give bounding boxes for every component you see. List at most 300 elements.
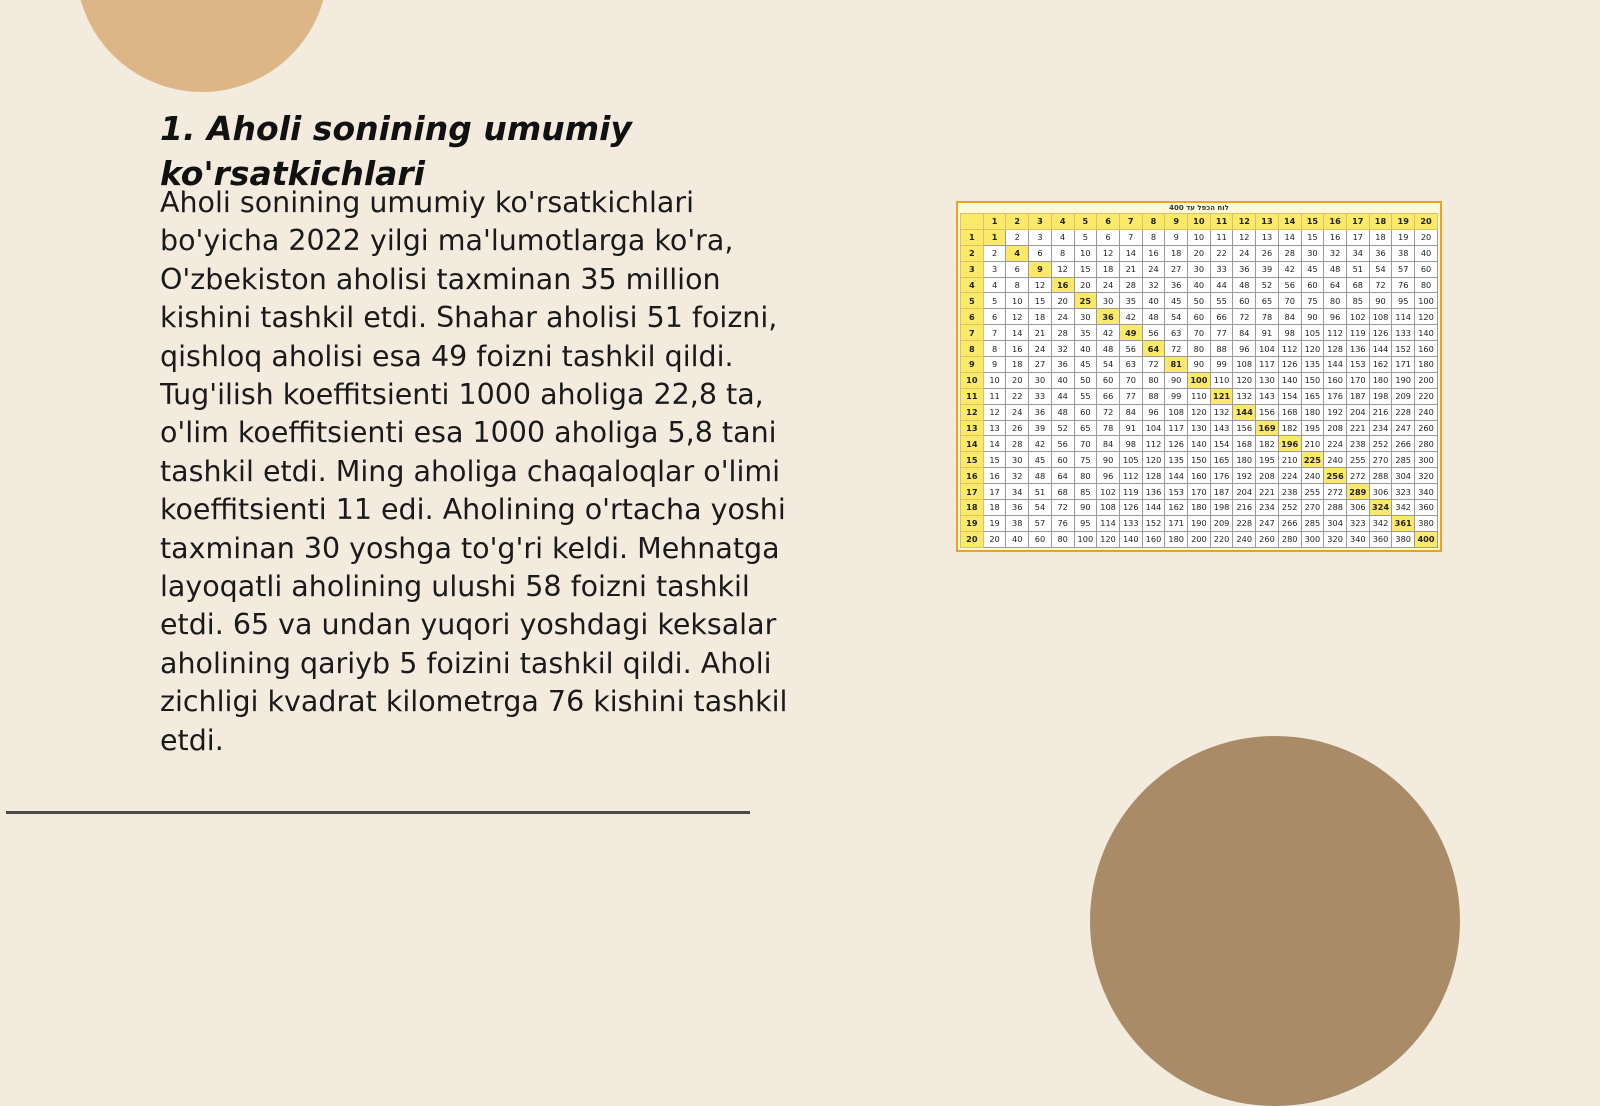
table-cell: 24 — [1051, 309, 1074, 325]
table-cell: 128 — [1142, 468, 1165, 484]
table-cell: 6 — [983, 309, 1006, 325]
table-cell: 320 — [1415, 468, 1438, 484]
table-cell: 198 — [1210, 500, 1233, 516]
table-row — [961, 420, 1438, 436]
table-cell: 208 — [1324, 420, 1347, 436]
table-cell: 15 — [983, 452, 1006, 468]
table-column-header: 7 — [1119, 214, 1142, 230]
table-cell: 96 — [1142, 404, 1165, 420]
table-cell: 234 — [1369, 420, 1392, 436]
table-cell: 20 — [1006, 372, 1029, 388]
table-cell: 208 — [1256, 468, 1279, 484]
table-column-header: 14 — [1278, 214, 1301, 230]
table-cell: 57 — [1029, 515, 1052, 531]
table-cell: 7 — [983, 325, 1006, 341]
table-cell: 57 — [1392, 261, 1415, 277]
table-cell: 252 — [1369, 436, 1392, 452]
table-row — [961, 309, 1438, 325]
table-cell: 120 — [1142, 452, 1165, 468]
table-cell: 140 — [1415, 325, 1438, 341]
table-cell: 51 — [1029, 484, 1052, 500]
table-cell: 85 — [1074, 484, 1097, 500]
table-square-cell: 25 — [1074, 293, 1097, 309]
table-cell: 255 — [1301, 484, 1324, 500]
table-cell: 20 — [983, 531, 1006, 547]
table-cell: 190 — [1392, 372, 1415, 388]
table-row — [961, 452, 1438, 468]
table-cell: 240 — [1324, 452, 1347, 468]
table-cell: 6 — [1097, 229, 1120, 245]
table-cell: 34 — [1346, 245, 1369, 261]
table-cell: 187 — [1346, 388, 1369, 404]
table-header-row — [961, 214, 1438, 230]
table-cell: 228 — [1392, 404, 1415, 420]
table-cell: 150 — [1188, 452, 1211, 468]
table-cell: 72 — [1369, 277, 1392, 293]
table-row-header: 8 — [961, 341, 984, 357]
table-cell: 204 — [1346, 404, 1369, 420]
table-cell: 28 — [1051, 325, 1074, 341]
table-column-header: 9 — [1165, 214, 1188, 230]
table-cell: 192 — [1233, 468, 1256, 484]
table-cell: 160 — [1142, 531, 1165, 547]
table-cell: 150 — [1301, 372, 1324, 388]
table-cell: 120 — [1097, 531, 1120, 547]
table-cell: 56 — [1119, 341, 1142, 357]
table-cell: 44 — [1210, 277, 1233, 293]
table-cell: 54 — [1369, 261, 1392, 277]
table-cell: 80 — [1051, 531, 1074, 547]
table-cell: 162 — [1165, 500, 1188, 516]
table-cell: 2 — [983, 245, 1006, 261]
table-cell: 88 — [1142, 388, 1165, 404]
table-cell: 36 — [1369, 245, 1392, 261]
table-cell: 30 — [1097, 293, 1120, 309]
table-square-cell: 121 — [1210, 388, 1233, 404]
table-cell: 13 — [983, 420, 1006, 436]
table-cell: 144 — [1142, 500, 1165, 516]
table-cell: 27 — [1165, 261, 1188, 277]
table-cell: 180 — [1301, 404, 1324, 420]
table-cell: 198 — [1369, 388, 1392, 404]
table-row-header: 16 — [961, 468, 984, 484]
table-cell: 114 — [1392, 309, 1415, 325]
table-cell: 285 — [1301, 515, 1324, 531]
table-cell: 84 — [1097, 436, 1120, 452]
table-cell: 306 — [1346, 500, 1369, 516]
table-cell: 221 — [1256, 484, 1279, 500]
table-cell: 119 — [1346, 325, 1369, 341]
table-cell: 48 — [1051, 404, 1074, 420]
table-cell: 80 — [1324, 293, 1347, 309]
table-cell: 272 — [1324, 484, 1347, 500]
table-cell: 133 — [1119, 515, 1142, 531]
table-cell: 66 — [1210, 309, 1233, 325]
table-cell: 96 — [1097, 468, 1120, 484]
table-cell: 45 — [1029, 452, 1052, 468]
table-cell: 76 — [1051, 515, 1074, 531]
table-cell: 70 — [1074, 436, 1097, 452]
table-cell: 136 — [1142, 484, 1165, 500]
table-cell: 153 — [1165, 484, 1188, 500]
table-cell: 234 — [1256, 500, 1279, 516]
table-corner-cell — [961, 214, 984, 230]
table-row — [961, 468, 1438, 484]
table-row-header: 1 — [961, 229, 984, 245]
table-cell: 17 — [983, 484, 1006, 500]
table-cell: 100 — [1415, 293, 1438, 309]
table-cell: 30 — [1006, 452, 1029, 468]
table-cell: 30 — [1074, 309, 1097, 325]
table-cell: 36 — [1029, 404, 1052, 420]
table-square-cell: 16 — [1051, 277, 1074, 293]
table-cell: 160 — [1415, 341, 1438, 357]
table-cell: 108 — [1165, 404, 1188, 420]
table-cell: 95 — [1392, 293, 1415, 309]
table-cell: 54 — [1165, 309, 1188, 325]
table-cell: 255 — [1346, 452, 1369, 468]
table-cell: 30 — [1188, 261, 1211, 277]
table-cell: 20 — [1051, 293, 1074, 309]
table-cell: 240 — [1415, 404, 1438, 420]
table-cell: 119 — [1119, 484, 1142, 500]
table-cell: 90 — [1074, 500, 1097, 516]
table-cell: 224 — [1278, 468, 1301, 484]
table-cell: 136 — [1346, 341, 1369, 357]
table-cell: 18 — [1006, 357, 1029, 373]
table-cell: 40 — [1051, 372, 1074, 388]
table-cell: 187 — [1210, 484, 1233, 500]
table-cell: 72 — [1051, 500, 1074, 516]
table-cell: 65 — [1074, 420, 1097, 436]
table-cell: 280 — [1415, 436, 1438, 452]
table-cell: 238 — [1278, 484, 1301, 500]
table-cell: 26 — [1006, 420, 1029, 436]
table-cell: 16 — [1142, 245, 1165, 261]
table-cell: 60 — [1074, 404, 1097, 420]
table-square-cell: 100 — [1188, 372, 1211, 388]
table-column-header: 18 — [1369, 214, 1392, 230]
table-cell: 52 — [1051, 420, 1074, 436]
table-cell: 72 — [1097, 404, 1120, 420]
table-cell: 132 — [1233, 388, 1256, 404]
table-cell: 380 — [1415, 515, 1438, 531]
table-cell: 32 — [1051, 341, 1074, 357]
table-cell: 100 — [1074, 531, 1097, 547]
table-cell: 154 — [1210, 436, 1233, 452]
table-cell: 84 — [1119, 404, 1142, 420]
table-cell: 220 — [1415, 388, 1438, 404]
table-cell: 19 — [983, 515, 1006, 531]
table-cell: 12 — [1051, 261, 1074, 277]
table-cell: 340 — [1415, 484, 1438, 500]
table-square-cell: 81 — [1165, 357, 1188, 373]
table-cell: 152 — [1392, 341, 1415, 357]
table-cell: 66 — [1097, 388, 1120, 404]
table-cell: 210 — [1278, 452, 1301, 468]
table-cell: 16 — [1324, 229, 1347, 245]
table-row — [961, 341, 1438, 357]
table-cell: 200 — [1188, 531, 1211, 547]
table-cell: 36 — [1233, 261, 1256, 277]
table-row-header: 13 — [961, 420, 984, 436]
table-cell: 304 — [1324, 515, 1347, 531]
table-cell: 12 — [1097, 245, 1120, 261]
table-cell: 24 — [1142, 261, 1165, 277]
table-column-header: 17 — [1346, 214, 1369, 230]
table-cell: 144 — [1369, 341, 1392, 357]
decorative-circle-top — [76, 0, 328, 92]
table-cell: 26 — [1256, 245, 1279, 261]
table-cell: 195 — [1256, 452, 1279, 468]
table-cell: 45 — [1074, 357, 1097, 373]
table-cell: 266 — [1278, 515, 1301, 531]
table-cell: 180 — [1188, 500, 1211, 516]
table-cell: 56 — [1142, 325, 1165, 341]
table-cell: 195 — [1301, 420, 1324, 436]
multiplication-table-image — [956, 201, 1442, 552]
table-cell: 110 — [1188, 388, 1211, 404]
table-cell: 120 — [1301, 341, 1324, 357]
table-cell: 45 — [1165, 293, 1188, 309]
table-cell: 112 — [1278, 341, 1301, 357]
table-cell: 288 — [1369, 468, 1392, 484]
table-cell: 60 — [1051, 452, 1074, 468]
table-column-header: 3 — [1029, 214, 1052, 230]
table-cell: 180 — [1369, 372, 1392, 388]
table-cell: 40 — [1074, 341, 1097, 357]
table-cell: 180 — [1233, 452, 1256, 468]
table-row-header: 18 — [961, 500, 984, 516]
table-column-header: 1 — [983, 214, 1006, 230]
table-cell: 140 — [1188, 436, 1211, 452]
table-cell: 14 — [1119, 245, 1142, 261]
table-cell: 63 — [1119, 357, 1142, 373]
table-cell: 60 — [1188, 309, 1211, 325]
table-cell: 323 — [1346, 515, 1369, 531]
table-cell: 35 — [1074, 325, 1097, 341]
table-cell: 19 — [1392, 229, 1415, 245]
table-cell: 20 — [1188, 245, 1211, 261]
table-row — [961, 515, 1438, 531]
table-cell: 28 — [1006, 436, 1029, 452]
table-cell: 24 — [1097, 277, 1120, 293]
table-cell: 252 — [1278, 500, 1301, 516]
table-cell: 28 — [1119, 277, 1142, 293]
table-cell: 91 — [1119, 420, 1142, 436]
table-cell: 14 — [1278, 229, 1301, 245]
table-cell: 220 — [1210, 531, 1233, 547]
table-cell: 140 — [1119, 531, 1142, 547]
table-row-header: 5 — [961, 293, 984, 309]
table-cell: 72 — [1142, 357, 1165, 373]
table-cell: 10 — [1188, 229, 1211, 245]
table-cell: 42 — [1097, 325, 1120, 341]
table-cell: 16 — [983, 468, 1006, 484]
table-cell: 156 — [1233, 420, 1256, 436]
table-cell: 48 — [1324, 261, 1347, 277]
table-cell: 36 — [1006, 500, 1029, 516]
table-cell: 40 — [1142, 293, 1165, 309]
table-cell: 190 — [1188, 515, 1211, 531]
table-cell: 55 — [1074, 388, 1097, 404]
table-cell: 156 — [1256, 404, 1279, 420]
table-cell: 209 — [1392, 388, 1415, 404]
table-cell: 108 — [1369, 309, 1392, 325]
table-cell: 104 — [1256, 341, 1279, 357]
table-cell: 40 — [1415, 245, 1438, 261]
table-cell: 60 — [1301, 277, 1324, 293]
slide-title: 1. Aholi sonining umumiy ko'rsatkichlari — [160, 109, 632, 193]
table-cell: 170 — [1346, 372, 1369, 388]
table-cell: 60 — [1233, 293, 1256, 309]
table-row-header: 14 — [961, 436, 984, 452]
table-cell: 33 — [1210, 261, 1233, 277]
table-row — [961, 229, 1438, 245]
table-cell: 153 — [1346, 357, 1369, 373]
table-cell: 54 — [1029, 500, 1052, 516]
table-cell: 221 — [1346, 420, 1369, 436]
table-cell: 120 — [1415, 309, 1438, 325]
table-cell: 340 — [1346, 531, 1369, 547]
table-cell: 50 — [1188, 293, 1211, 309]
table-cell: 154 — [1278, 388, 1301, 404]
table-cell: 323 — [1392, 484, 1415, 500]
table-column-header: 13 — [1256, 214, 1279, 230]
table-cell: 117 — [1256, 357, 1279, 373]
table-row-header: 19 — [961, 515, 984, 531]
table-cell: 15 — [1029, 293, 1052, 309]
table-cell: 72 — [1165, 341, 1188, 357]
table-cell: 2 — [1006, 229, 1029, 245]
table-cell: 204 — [1233, 484, 1256, 500]
table-cell: 180 — [1165, 531, 1188, 547]
table-cell: 160 — [1188, 468, 1211, 484]
table-cell: 162 — [1369, 357, 1392, 373]
table-cell: 42 — [1119, 309, 1142, 325]
table-cell: 126 — [1278, 357, 1301, 373]
table-column-header: 20 — [1415, 214, 1438, 230]
table-square-cell: 256 — [1324, 468, 1347, 484]
table-cell: 143 — [1210, 420, 1233, 436]
table-cell: 77 — [1210, 325, 1233, 341]
table-cell: 171 — [1392, 357, 1415, 373]
table-row-header: 3 — [961, 261, 984, 277]
table-cell: 285 — [1392, 452, 1415, 468]
table-row — [961, 372, 1438, 388]
table-cell: 130 — [1188, 420, 1211, 436]
table-cell: 95 — [1074, 515, 1097, 531]
table-square-cell: 1 — [983, 229, 1006, 245]
table-column-header: 16 — [1324, 214, 1347, 230]
table-cell: 24 — [1006, 404, 1029, 420]
table-cell: 228 — [1233, 515, 1256, 531]
table-cell: 76 — [1392, 277, 1415, 293]
table-cell: 11 — [983, 388, 1006, 404]
table-square-cell: 169 — [1256, 420, 1279, 436]
table-square-cell: 196 — [1278, 436, 1301, 452]
table-cell: 70 — [1188, 325, 1211, 341]
table-square-cell: 9 — [1029, 261, 1052, 277]
table-cell: 68 — [1346, 277, 1369, 293]
table-column-header: 19 — [1392, 214, 1415, 230]
table-cell: 247 — [1256, 515, 1279, 531]
table-cell: 98 — [1119, 436, 1142, 452]
table-square-cell: 49 — [1119, 325, 1142, 341]
table-cell: 15 — [1074, 261, 1097, 277]
table-cell: 90 — [1188, 357, 1211, 373]
table-cell: 33 — [1029, 388, 1052, 404]
table-cell: 12 — [983, 404, 1006, 420]
table-row — [961, 245, 1438, 261]
table-cell: 48 — [1097, 341, 1120, 357]
table-cell: 30 — [1029, 372, 1052, 388]
table-cell: 117 — [1165, 420, 1188, 436]
table-cell: 247 — [1392, 420, 1415, 436]
table-cell: 14 — [983, 436, 1006, 452]
table-column-header: 12 — [1233, 214, 1256, 230]
table-row — [961, 484, 1438, 500]
table-square-cell: 400 — [1415, 531, 1438, 547]
table-cell: 90 — [1369, 293, 1392, 309]
table-cell: 144 — [1324, 357, 1347, 373]
table-cell: 21 — [1029, 325, 1052, 341]
table-row-header: 12 — [961, 404, 984, 420]
table-cell: 18 — [1165, 245, 1188, 261]
table-cell: 300 — [1301, 531, 1324, 547]
table-cell: 78 — [1097, 420, 1120, 436]
table-cell: 36 — [1165, 277, 1188, 293]
table-row-header: 11 — [961, 388, 984, 404]
table-cell: 126 — [1369, 325, 1392, 341]
table-cell: 90 — [1301, 309, 1324, 325]
table-cell: 60 — [1415, 261, 1438, 277]
table-row-header: 17 — [961, 484, 984, 500]
table-row — [961, 436, 1438, 452]
table-cell: 9 — [1165, 229, 1188, 245]
table-cell: 8 — [1051, 245, 1074, 261]
table-cell: 182 — [1256, 436, 1279, 452]
table-cell: 270 — [1369, 452, 1392, 468]
table-cell: 192 — [1324, 404, 1347, 420]
table-cell: 102 — [1097, 484, 1120, 500]
table-cell: 12 — [1029, 277, 1052, 293]
table-cell: 80 — [1074, 468, 1097, 484]
table-cell: 165 — [1210, 452, 1233, 468]
table-row-header: 6 — [961, 309, 984, 325]
table-square-cell: 324 — [1369, 500, 1392, 516]
table-cell: 209 — [1210, 515, 1233, 531]
table-cell: 135 — [1301, 357, 1324, 373]
table-cell: 54 — [1097, 357, 1120, 373]
table-cell: 6 — [1006, 261, 1029, 277]
table-cell: 45 — [1301, 261, 1324, 277]
table-cell: 120 — [1188, 404, 1211, 420]
table-cell: 40 — [1188, 277, 1211, 293]
table-cell: 3 — [1029, 229, 1052, 245]
table-cell: 224 — [1324, 436, 1347, 452]
table-cell: 42 — [1029, 436, 1052, 452]
table-cell: 280 — [1278, 531, 1301, 547]
table-row — [961, 404, 1438, 420]
table-cell: 80 — [1142, 372, 1165, 388]
table-cell: 75 — [1074, 452, 1097, 468]
table-cell: 18 — [1369, 229, 1392, 245]
table-cell: 70 — [1278, 293, 1301, 309]
table-cell: 50 — [1074, 372, 1097, 388]
table-row — [961, 357, 1438, 373]
table-cell: 266 — [1392, 436, 1415, 452]
